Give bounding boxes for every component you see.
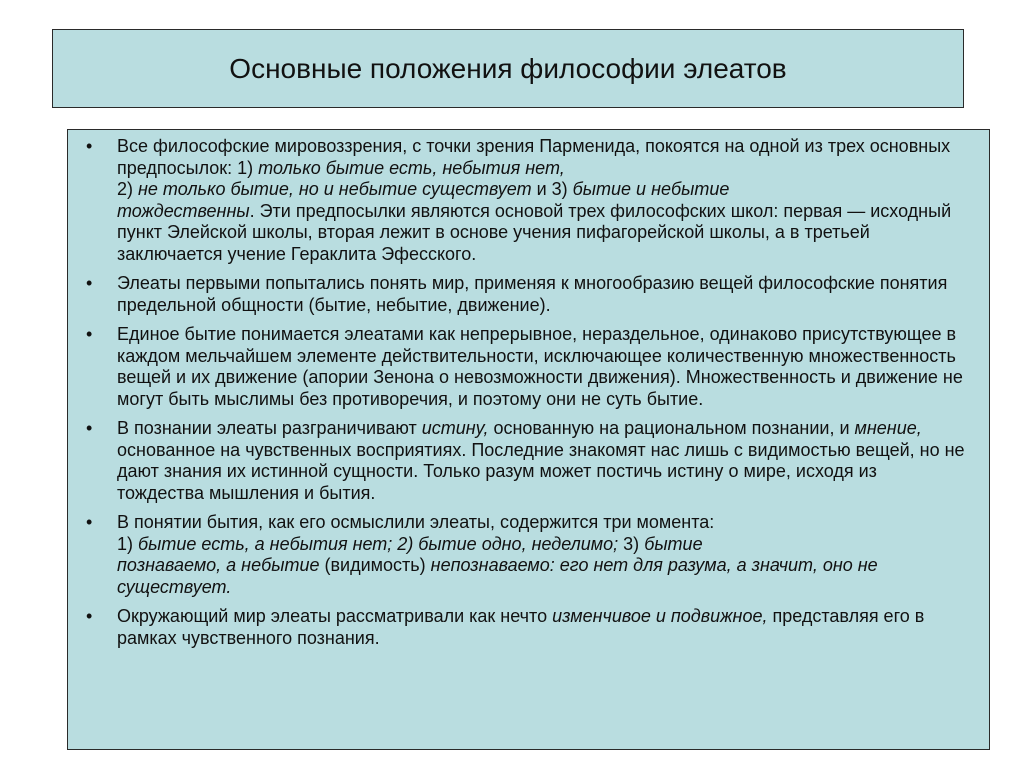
text-segment: В понятии бытия, как его осмыслили элеаты, содержится три момента: [117,512,715,532]
text-segment: 1) [117,533,139,554]
bullet-item [86,606,966,649]
bullet-item [86,136,966,265]
text-segment: и 3) [531,179,573,199]
text-segment: Единое бытие понимается элеатами как непрерывное, нераздельное, одинаково присутствующее в каждом мельчайшем элементе действительности, исключающее количественную множественность [117,324,957,366]
bullet-marker: • [86,324,93,344]
italic-text: тождественны [117,200,250,221]
text-segment: Все философские мировоззрения, с точки зрения Парменида, покоятся на одной из трех основных предпосылок: 1) [117,136,951,178]
text-segment: 2) [117,179,139,199]
text-segment: представляя его в рамках чувственного познания. [117,606,925,648]
bullet-item [86,324,966,410]
bullet-marker: • [86,273,93,293]
text-segment: (видимость) [319,555,431,575]
bullet-marker: • [86,136,93,156]
text-segment: 3) [618,533,645,554]
slide-title: Основные положения философии элеатов [229,52,787,84]
text-segment: основанную на рациональном познании, и [488,418,855,438]
italic-text: бытие есть, а небытия нет; 2) бытие одно, неделимо; [138,533,619,554]
bullet-marker: • [86,512,93,532]
italic-text: непознаваемо: его нет для разума, а значит, оно не существует. [117,555,878,597]
bullet-marker: • [86,418,93,438]
slide-content-box [67,129,990,750]
text-segment: Окружающий мир элеаты рассматривали как нечто [117,606,553,626]
bullet-item [86,512,966,598]
bullet-item [86,273,966,316]
italic-text: истину, [421,418,489,438]
text-segment: . Эти предпосылки являются основой трех философских школ: первая — исходный пункт Элейской школы, вторая лежит в основе учения пифагорейской школы, а в третьей заключается учение Гераклита Эфесского. [117,200,952,264]
bullet-list [86,136,966,657]
text-segment: В познании элеаты разграничивают [117,418,422,438]
italic-text: изменчивое и подвижное, [552,606,768,626]
text-segment: Элеаты первыми попытались понять мир, применяя к многообразию вещей философские понятия предельной общности (бытие, небытие, движение). [117,273,948,315]
italic-text: мнение, [854,418,922,438]
italic-text: бытие и небытие [572,179,730,199]
bullet-marker: • [86,606,93,626]
text-segment: вещей и их движение (апории Зенона о невозможности движения). Множественность и движение не могут быть мыслимы без противоречия, и поэтому они не суть бытие. [117,367,963,409]
italic-text: бытие [644,533,703,554]
slide-title-box [52,29,964,108]
text-segment: основанное на чувственных восприятиях. Последние знакомят нас лишь с видимостью вещей, но не дают знания их истинной сущности. Только разум может постичь истину о мире, исходя из тождества мышления и бытия. [117,439,965,503]
italic-text: только бытие есть, небытия нет, [258,157,565,178]
bullet-item [86,418,966,504]
italic-text: познаваемо, а небытие [117,555,320,575]
italic-text: не только бытие, но и небытие существует [138,179,532,199]
